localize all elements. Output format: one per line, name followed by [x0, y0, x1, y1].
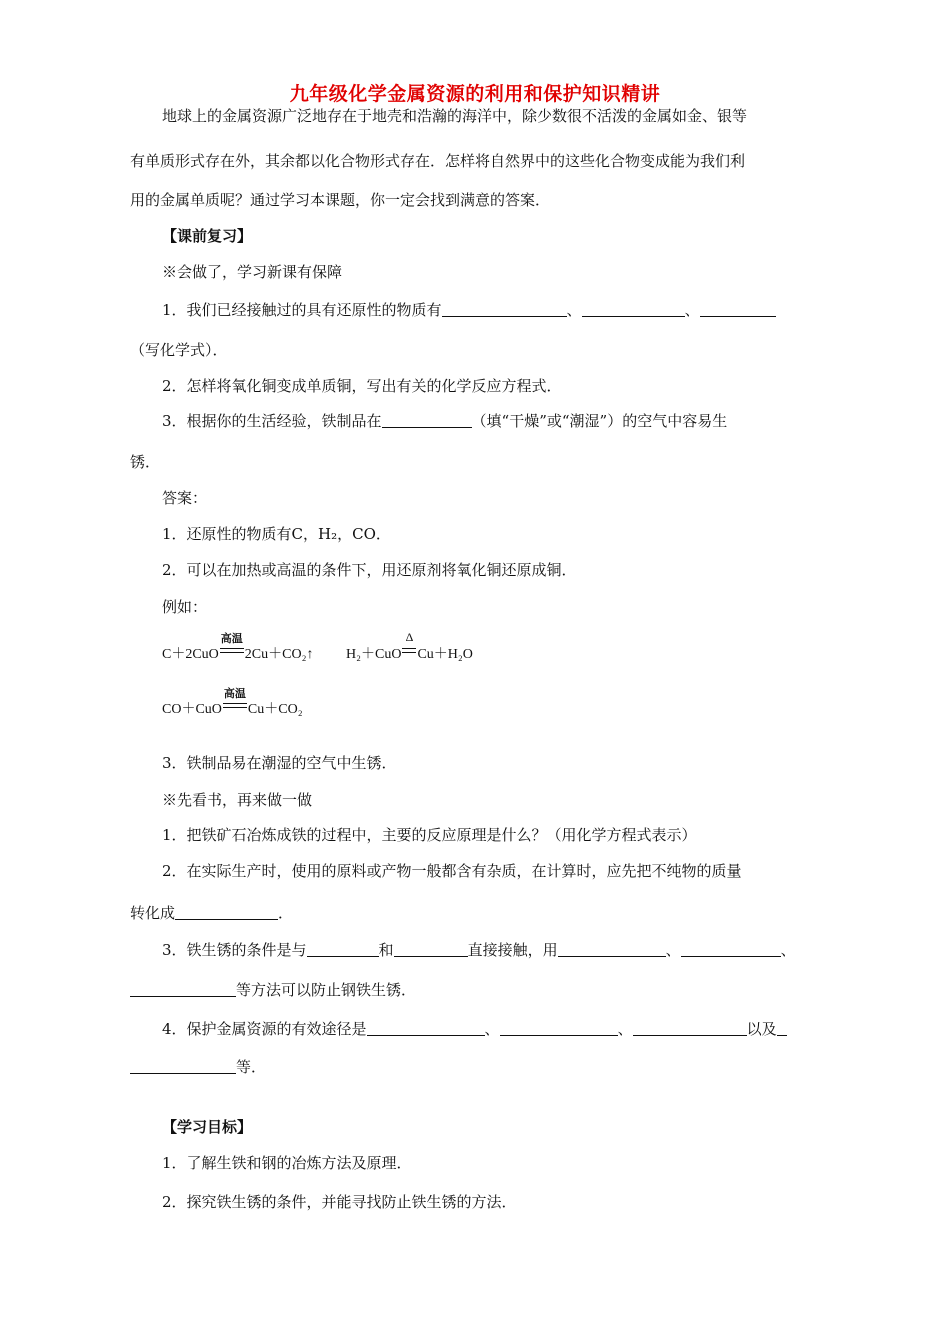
- answer-3: 3．铁制品易在潮湿的空气中生锈．: [162, 754, 397, 772]
- equation-1-rhs: 2Cu＋CO₂↑: [244, 647, 314, 662]
- answer-2: 2．可以在加热或高温的条件下，用还原剂将氧化铜还原成铜．: [162, 561, 577, 579]
- goal-2: 2．探究铁生锈的条件，并能寻找防止铁生锈的方法．: [162, 1193, 517, 1211]
- goal-1: 1．了解生铁和钢的冶炼方法及原理．: [162, 1154, 412, 1172]
- answer-blank[interactable]: [130, 1057, 236, 1074]
- review-q1-text: 1．我们已经接触过的具有还原性的物质有: [162, 301, 442, 319]
- answer-blank[interactable]: [681, 940, 781, 957]
- equation-1: [162, 633, 314, 665]
- answer-1: 1．还原性的物质有C，H₂，CO．: [162, 525, 391, 543]
- review-question-3: [162, 411, 727, 431]
- review-q3-post: （填“干燥”或“潮湿”）的空气中容易生: [471, 412, 728, 430]
- preread-question-2-line-2: [130, 903, 293, 923]
- preread-q3-tail: 等方法可以防止钢铁生锈．: [236, 981, 417, 999]
- preread-question-4: [162, 1019, 787, 1039]
- review-question-1: [162, 300, 776, 320]
- answer-blank[interactable]: [382, 411, 472, 428]
- review-q1-tail: （写化学式）．: [130, 341, 228, 359]
- example-label: 例如：: [162, 598, 208, 616]
- condition-high-temp: 高温: [223, 688, 246, 700]
- answer-blank[interactable]: [777, 1019, 787, 1036]
- answer-blank[interactable]: [307, 940, 379, 957]
- preread-note: ※先看书，再来做一做: [162, 791, 313, 809]
- preread-q4-tail: 等．: [236, 1058, 267, 1076]
- equation-3: [162, 688, 303, 720]
- preread-question-2: 2．在实际生产时，使用的原料或产物一般都含有杂质，在计算时，应先把不纯物的质量: [162, 862, 742, 880]
- equation-3-condition: [222, 688, 248, 715]
- separator: 、: [684, 301, 700, 319]
- preread-q4-and: 以及: [746, 1020, 777, 1038]
- answer-blank[interactable]: [582, 300, 685, 317]
- separator: 、: [665, 941, 681, 959]
- separator: 、: [484, 1020, 500, 1038]
- equation-1-lhs: C＋2CuO: [162, 647, 219, 662]
- intro-line-2: 有单质形式存在外，其余都以化合物形式存在．怎样将自然界中的这些化合物变成能为我们利: [130, 152, 746, 170]
- period: ．: [278, 904, 294, 922]
- answer-blank[interactable]: [175, 903, 278, 920]
- separator: 、: [780, 941, 796, 959]
- equation-2-rhs: Cu＋H₂O: [417, 647, 473, 662]
- preread-question-1: 1．把铁矿石冶炼成铁的过程中，主要的反应原理是什么？（用化学方程式表示）: [162, 826, 697, 844]
- preread-q3-pre: 3．铁生锈的条件是与: [162, 941, 307, 959]
- equation-1-condition: [219, 633, 245, 660]
- separator: 、: [617, 1020, 633, 1038]
- equation-3-rhs: Cu＋CO₂: [247, 702, 303, 717]
- answer-blank[interactable]: [394, 940, 468, 957]
- preread-q3-and: 和: [378, 941, 394, 959]
- equation-2-condition: [401, 630, 417, 660]
- review-question-2: 2．怎样将氧化铜变成单质铜，写出有关的化学反应方程式．: [162, 377, 562, 395]
- preread-question-3-line-2: [130, 980, 416, 1000]
- condition-high-temp: 高温: [220, 633, 243, 645]
- answer-blank[interactable]: [558, 940, 666, 957]
- condition-heat: Δ: [405, 630, 414, 644]
- preread-q3-mid: 直接接触，用: [467, 941, 558, 959]
- answer-blank[interactable]: [500, 1019, 618, 1036]
- review-q3-pre: 3．根据你的生活经验，铁制品在: [162, 412, 382, 430]
- equation-2-lhs: H₂＋CuO: [346, 647, 402, 662]
- equation-2: [346, 630, 473, 665]
- page-title: 九年级化学金属资源的利用和保护知识精讲: [289, 83, 661, 105]
- answer-blank[interactable]: [442, 300, 567, 317]
- preread-q2-pre: 转化成: [130, 904, 176, 922]
- answer-blank[interactable]: [633, 1019, 747, 1036]
- review-q3-tail: 锈．: [130, 453, 161, 471]
- answer-label: 答案：: [162, 489, 208, 507]
- answer-blank[interactable]: [700, 300, 776, 317]
- review-heading: 【课前复习】: [162, 227, 253, 245]
- separator: 、: [566, 301, 582, 319]
- preread-question-3: [162, 940, 796, 960]
- answer-blank[interactable]: [130, 980, 236, 997]
- intro-line-3: 用的金属单质呢？通过学习本课题，你一定会找到满意的答案．: [130, 191, 551, 209]
- answer-blank[interactable]: [367, 1019, 485, 1036]
- review-note: ※会做了，学习新课有保障: [162, 263, 343, 281]
- equation-3-lhs: CO＋CuO: [162, 702, 222, 717]
- preread-question-4-line-2: [130, 1057, 266, 1077]
- intro-line-1: 地球上的金属资源广泛地存在于地壳和浩瀚的海洋中，除少数很不活泼的金属如金、银等: [162, 107, 748, 125]
- preread-q4-pre: 4．保护金属资源的有效途径是: [162, 1020, 367, 1038]
- goals-heading: 【学习目标】: [162, 1118, 253, 1136]
